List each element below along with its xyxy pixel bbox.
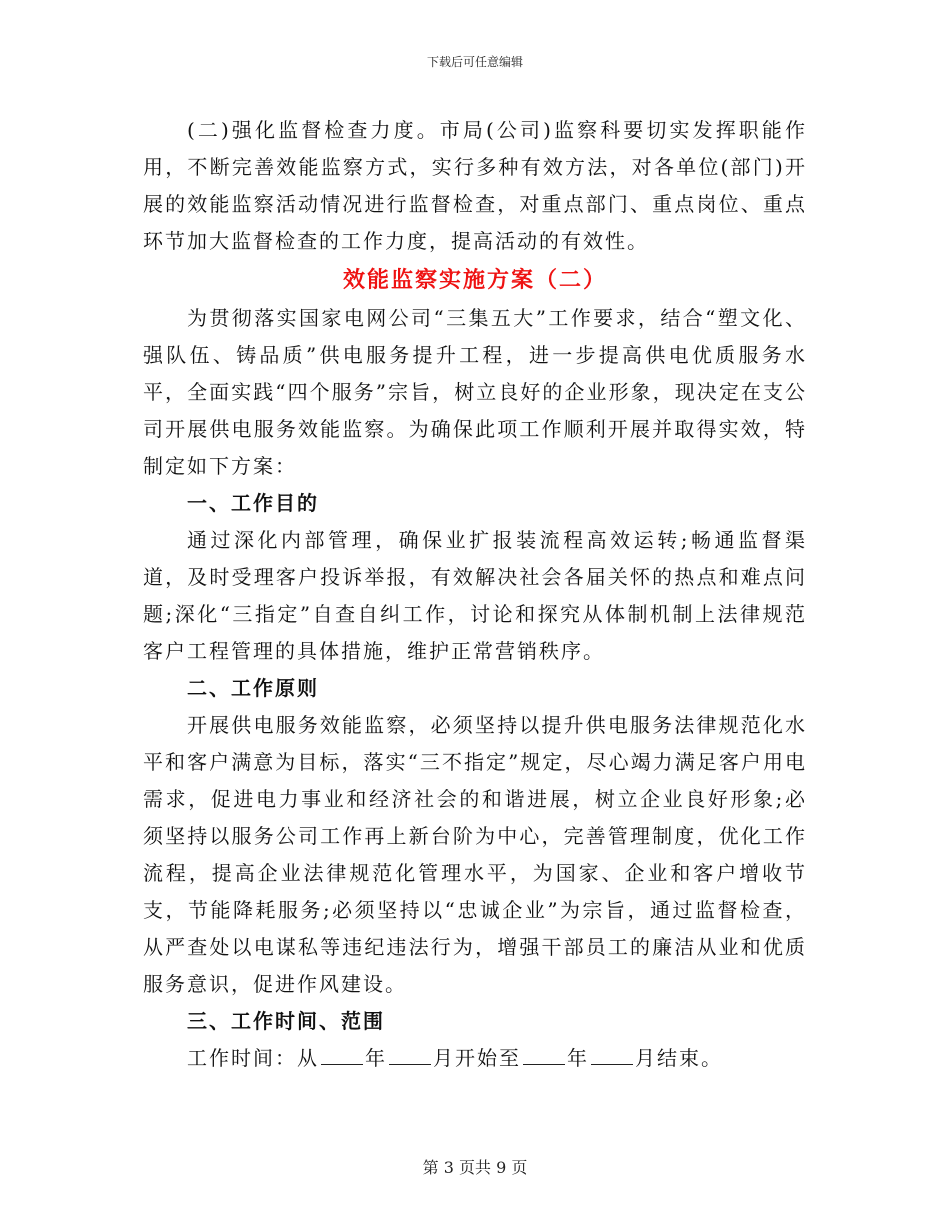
work-time-line <box>143 1040 807 1077</box>
intro-paragraph: (二)强化监督检查力度。市局(公司)监察科要切实发挥职能作用，不断完善效能监察方式，实行多种有效方法，对各单位(部门)开展的效能监察活动情况进行监督检查，对重点部门、重点岗位、重点环节加大监督检查的工作力度，提高活动的有效性。 <box>143 118 807 253</box>
work-time-label: 工作时间：从 <box>187 1046 319 1070</box>
document-title: 效能监察实施方案（二） <box>342 267 607 293</box>
section-body-purpose: 通过深化内部管理，确保业扩报装流程高效运转;畅通监督渠道，及时受理客户投诉举报，有效解决社会各届关怀的热点和难点问题;深化“三指定”自查自纠工作，讨论和探究从体制机制上法律规范客户工程管理的具体措施，维护正常营销秩序。 <box>143 528 807 663</box>
work-time-year-2: 年 <box>567 1046 589 1070</box>
blank-field-end-month <box>591 1046 633 1065</box>
section-body-principles: 开展供电服务效能监察，必须坚持以提升供电服务法律规范化水平和客户满意为目标，落实“三不指定”规定，尽心竭力满足客户用电需求，促进电力事业和经济社会的和谐进展，树立企业良好形象;必须坚持以服务公司工作再上新台阶为中心，完善管理制度，优化工作流程，提高企业法律规范化管理水平，为国家、企业和客户增收节支，节能降耗服务;必须坚持以“忠诚企业”为宗旨，通过监督检查，从严查处以电谋私等违纪违法行为，增强干部员工的廉洁从业和优质服务意识，促进作风建设。 <box>143 713 807 996</box>
page-footer-number: 第 3 页共 9 页 <box>422 1158 528 1177</box>
work-time-month-1: 月开始至 <box>433 1046 521 1070</box>
blank-field-end-year <box>523 1046 565 1065</box>
section-heading-principles: 二、工作原则 <box>187 676 319 700</box>
blank-field-start-year <box>321 1046 363 1065</box>
section-heading-purpose: 一、工作目的 <box>187 491 319 515</box>
work-time-month-2: 月结束。 <box>635 1046 723 1070</box>
opening-paragraph: 为贯彻落实国家电网公司“三集五大”工作要求，结合“塑文化、强队伍、铸品质”供电服务提升工程，进一步提高供电优质服务水平，全面实践“四个服务”宗旨，树立良好的企业形象，现决定在支公司开展供电服务效能监察。为确保此项工作顺利开展并取得实效，特制定如下方案： <box>143 306 807 478</box>
blank-field-start-month <box>389 1046 431 1065</box>
section-heading-time-scope: 三、工作时间、范围 <box>187 1009 385 1033</box>
document-body <box>143 112 807 1077</box>
work-time-year-1: 年 <box>365 1046 387 1070</box>
page-header-note: 下载后可任意编辑 <box>426 55 523 69</box>
